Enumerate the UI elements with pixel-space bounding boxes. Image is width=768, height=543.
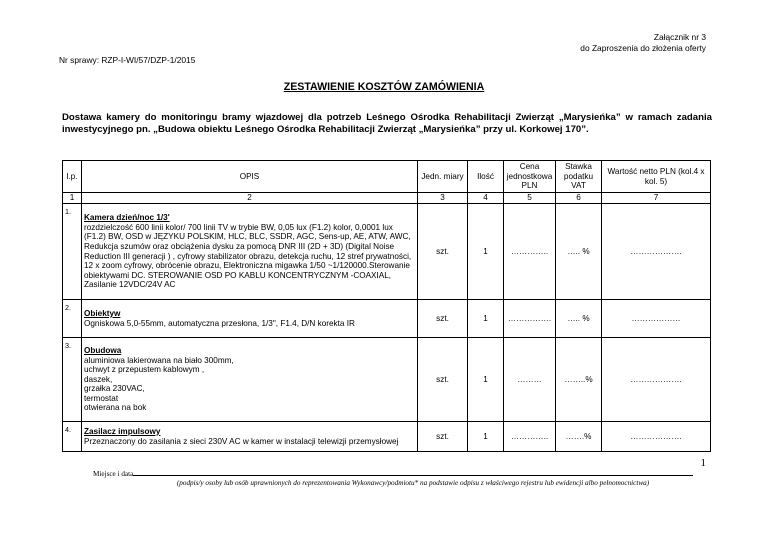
- row-net-value: ………………: [602, 300, 711, 338]
- col-number: 1: [63, 193, 82, 204]
- row-quantity: 1: [468, 300, 504, 338]
- attachment-number: Załącznik nr 3: [653, 32, 706, 42]
- item-title: Kamera dzień/noc 1/3': [84, 213, 170, 223]
- document-title: ZESTAWIENIE KOSZTÓW ZAMÓWIENIA: [283, 81, 485, 93]
- page-number: 1: [700, 457, 706, 469]
- row-description: [82, 300, 418, 338]
- place-date-label: Miejsce i data: [93, 470, 134, 478]
- col-number: 6: [556, 193, 602, 204]
- case-number: Nr sprawy: RZP-I-WI/57/DZP-1/2015: [59, 55, 196, 65]
- row-vat-rate: ….. %: [556, 204, 602, 300]
- order-description: Dostawa kamery do monitoringu bramy wjazdowej dla potrzeb Leśnego Ośrodka Rehabilitacji Zwierząt „Marysieńka” w ramach zadania inwestycyjnego pn. „Budowa obiektu Leśnego Ośrodka Rehabilitacji Zwierząt „Marysieńka” przy ul. Korkowej 170”.: [62, 112, 712, 135]
- col-number: 2: [82, 193, 418, 204]
- row-unit-price: ………: [504, 338, 556, 422]
- row-unit: szt.: [418, 300, 468, 338]
- row-description: [82, 338, 418, 422]
- row-unit: szt.: [418, 422, 468, 452]
- header-net-value: Wartość netto PLN (kol.4 x kol. 5): [602, 161, 711, 193]
- row-quantity: 1: [468, 338, 504, 422]
- row-quantity: 1: [468, 422, 504, 452]
- place-date-line: [93, 468, 713, 479]
- header-unit: Jedn. miary: [418, 161, 468, 193]
- table-row: [63, 422, 711, 452]
- row-lp: 4.: [63, 422, 82, 452]
- row-lp: 1.: [63, 204, 82, 300]
- item-body: rozdzielczość 600 linii kolor/ 700 linii TV w trybie BW, 0,05 lux (F1.2) kolor, 0,0001 lux (F1.2) BW, OSD w JĘZYKU POLSKIM, HLC, BLC, SSDR, AGC, Sens-up, AE, ATW, AWC, Redukcja szumów oraz obciążenia dysku za pomocą DNR III (2D + 3D) (Digital Noise Reduction III generacji ) , cyfrowy stabilizator obrazu, detekcja ruchu, 12 stref prywatności, 12 x zoom cyfrowy, obrócenie obrazu, Elektroniczna migawka 1/50 ~1/120000.Sterowanie obiektywami DC. STEROWANIE OSD PO KABLU KONCENTRYCZNYM -COAXIAL, Zasilanie 12VDC/24V AC: [84, 222, 412, 290]
- cost-table: [62, 160, 711, 452]
- row-unit-price: …………..: [504, 204, 556, 300]
- row-description: [82, 422, 418, 452]
- row-unit-price: …………..: [504, 422, 556, 452]
- attachment-subtitle: do Zaproszenia do złożenia oferty: [580, 43, 706, 53]
- row-unit: szt.: [418, 338, 468, 422]
- col-number: 3: [418, 193, 468, 204]
- signature-footer: [93, 468, 713, 488]
- table-header-row: [63, 161, 711, 193]
- header-opis: OPIS: [82, 161, 418, 193]
- row-lp: 3.: [63, 338, 82, 422]
- table-row: [63, 300, 711, 338]
- row-description: [82, 204, 418, 300]
- item-title: Obudowa: [84, 345, 122, 355]
- signature-line: [133, 468, 693, 476]
- column-number-row: [63, 193, 711, 204]
- row-unit-price: …………….: [504, 300, 556, 338]
- col-number: 4: [468, 193, 504, 204]
- item-body: Ogniskowa 5,0-55mm, automatyczna przesłona, 1/3", F1.4, D/N korekta IR: [84, 318, 355, 328]
- row-vat-rate: …….%: [556, 422, 602, 452]
- attachment-header: [580, 32, 706, 54]
- col-number: 5: [504, 193, 556, 204]
- row-net-value: ……………….: [602, 422, 711, 452]
- row-vat-rate: ….. %: [556, 300, 602, 338]
- table-row: [63, 204, 711, 300]
- col-number: 7: [602, 193, 711, 204]
- row-net-value: ……………….: [602, 204, 711, 300]
- row-unit: szt.: [418, 204, 468, 300]
- header-quantity: Ilość: [468, 161, 504, 193]
- item-title: Zasilacz impulsowy: [84, 426, 161, 436]
- header-lp: l.p.: [63, 161, 82, 193]
- row-lp: 2.: [63, 300, 82, 338]
- item-body: Przeznaczony do zasilania z sieci 230V AC w kamer w instalacji telewizji przemysłowej: [84, 436, 399, 446]
- item-title: Obiektyw: [84, 308, 121, 318]
- header-unit-price: Cena jednostkowa PLN: [504, 161, 556, 193]
- row-vat-rate: ……..%: [556, 338, 602, 422]
- row-net-value: ……………….: [602, 338, 711, 422]
- table-row: [63, 338, 711, 422]
- row-quantity: 1: [468, 204, 504, 300]
- header-vat-rate: Stawka podatku VAT: [556, 161, 602, 193]
- item-body: aluminiowa lakierowana na biało 300mm, uchwyt z przepustem kablowym , daszek, grzałka 230VAC, termostat otwierana na bok: [84, 355, 234, 413]
- signature-caption: (podpis/y osoby lub osób uprawnionych do reprezentowania Wykonawcy/podmiotu* na podstawie odpisu z właściwego rejestru lub ewidencji albo pełnomocnictwa): [176, 479, 650, 487]
